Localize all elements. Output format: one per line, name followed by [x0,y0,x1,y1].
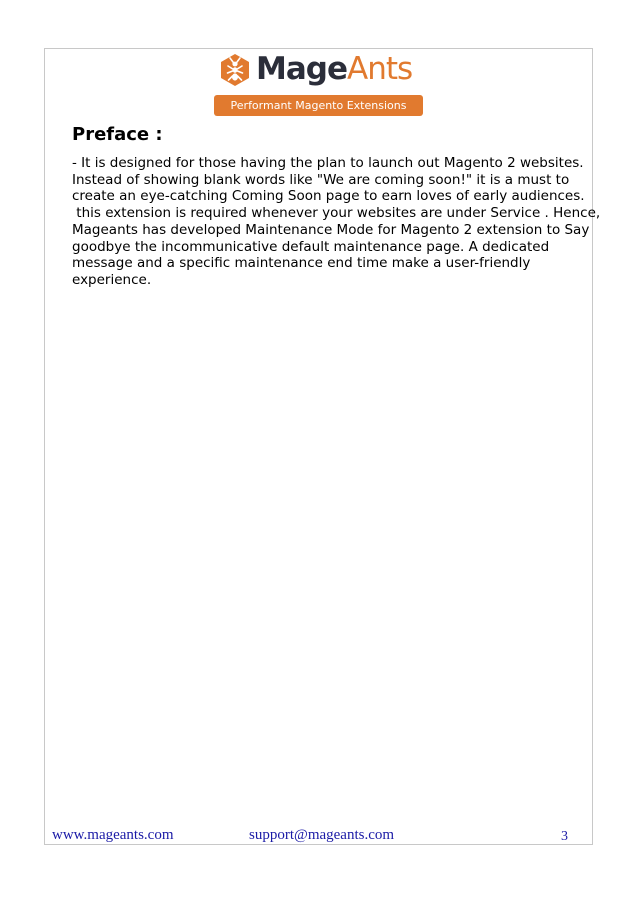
brand-name-part1: Mage [256,51,347,87]
page-number: 3 [561,829,568,844]
paragraph-line: goodbye the incommunicative default maintenance page. A dedicated [72,238,550,255]
footer-email-link[interactable]: support@mageants.com [249,827,395,843]
paragraph-line: experience. [72,271,152,288]
ant-hexagon-icon [218,53,252,87]
brand-name-part2: Ants [346,51,413,87]
section-heading: Preface : [72,124,163,145]
logo [0,50,638,120]
footer-website-link[interactable]: www.mageants.com [52,827,174,843]
paragraph-line: Mageants has developed Maintenance Mode for Magento 2 extension to Say [72,221,590,238]
brand-tagline: Performant Magento Extensions [214,95,423,116]
brand-name [256,50,412,88]
paragraph-line: this extension is required whenever your websites are under Service . Hence, [72,205,601,222]
paragraph-line: Instead of showing blank words like "We are coming soon!" it is a must to [72,171,570,188]
paragraph-line: message and a specific maintenance end time make a user-friendly [72,255,531,272]
preface-paragraph [72,155,601,289]
paragraph-line: create an eye-catching Coming Soon page to earn loves of early audiences. [72,188,585,205]
paragraph-line: - It is designed for those having the plan to launch out Magento 2 websites. [72,155,584,171]
